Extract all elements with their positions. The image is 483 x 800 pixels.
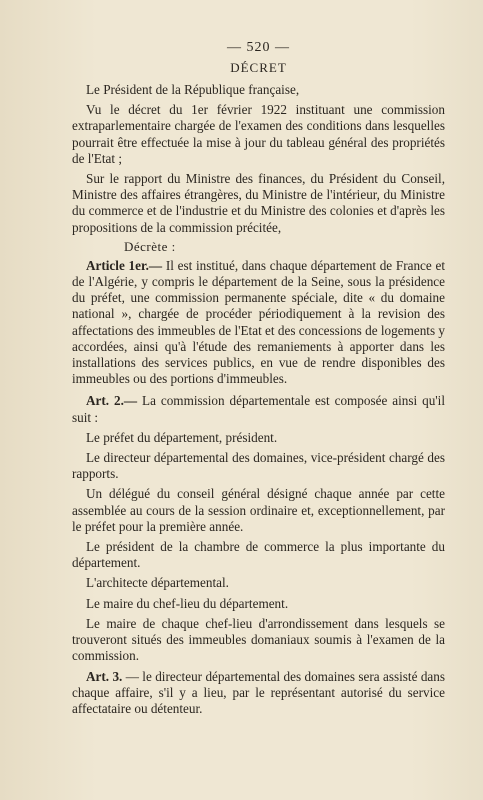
- article-1: [72, 258, 445, 388]
- member-delegue: Un délégué du conseil général désigné chaque année par cette assemblée au cours de la session ordinaire et, exceptionnellement, par le préfet pour la première année.: [72, 486, 445, 534]
- preamble-vu: Vu le décret du 1er février 1922 instituant une commission extraparlementaire chargée de l'examen des conditions dans lesquelles pourrait être effectuée la mise à jour du tableau général des propriétés de l'Etat ;: [72, 102, 445, 166]
- member-architecte: L'architecte départemental.: [86, 575, 229, 591]
- member-maires-arrondissement: Le maire de chaque chef-lieu d'arrondissement dans lesquels se trouveront situés des immeubles domaniaux soumis à l'examen de la commission.: [72, 615, 445, 664]
- preamble-president: Le Président de la République française,: [86, 82, 300, 97]
- article-3-text: — le directeur départemental des domaines sera assisté dans chaque affaire, s'il y a lieu, par le représentant autorisé du service affectataire ou détenteur.: [72, 668, 445, 716]
- member-prefet: Le préfet du département, président.: [86, 429, 278, 445]
- article-1-lead: Article 1er.—: [86, 257, 163, 273]
- page-number: — 520 —: [227, 40, 290, 55]
- article-3: [72, 669, 445, 718]
- member-maire-chef-lieu: Le maire du chef-lieu du département.: [86, 595, 289, 611]
- document-title: DÉCRET: [230, 60, 287, 75]
- member-directeur: Le directeur départemental des domaines, vice-président chargé des rapports.: [72, 450, 445, 482]
- preamble-rapport: Sur le rapport du Ministre des finances, du Président du Conseil, Ministre des affaires étrangères, du Ministre de l'intérieur, du Ministre du commerce et de l'industrie et du Ministre des colonies et d'après les propositions de la commission précitée,: [72, 171, 445, 235]
- article-1-text: Il est institué, dans chaque département de France et de l'Algérie, y compris le département de la Seine, sous la présidence du préfet, une commission permanente spéciale, dite « du domaine national », chargée de procéder périodiquement à la revision des affectations des immeubles de l'Etat et des concessions de logements y accordées, ainsi qu'à l'étude des remaniements à apporter dans les installations des services publics, en vue de rendre disponibles des immeubles ou des portions d'immeubles.: [72, 257, 446, 387]
- decrete-heading: Décrète :: [124, 238, 176, 254]
- article-2-text: La commission départementale est composée ainsi qu'il suit :: [72, 393, 445, 425]
- member-president-chambre: Le président de la chambre de commerce la plus importante du département.: [72, 539, 445, 571]
- article-2-lead: Art. 2.—: [86, 393, 138, 409]
- article-3-lead: Art. 3.: [86, 668, 123, 684]
- article-2: [72, 393, 445, 425]
